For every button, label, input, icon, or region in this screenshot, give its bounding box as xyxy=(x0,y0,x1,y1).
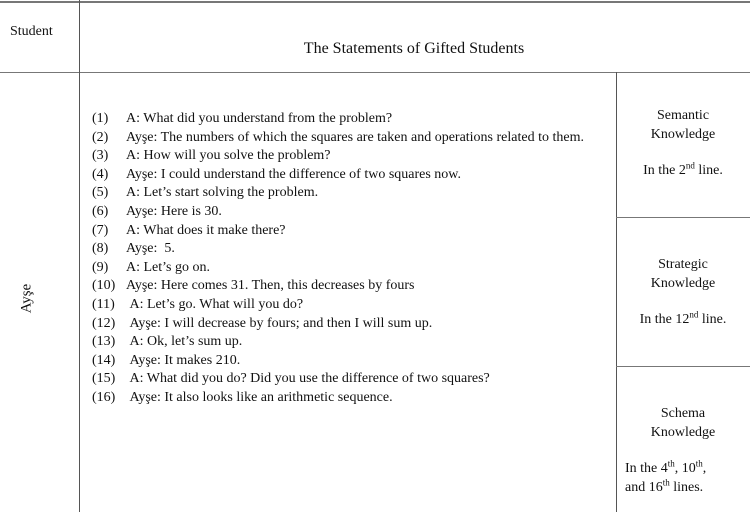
line-text: Ayşe: The numbers of which the squares are taken and operations related to them. xyxy=(126,129,584,145)
line-reference: In the 4th, 10th, and 16th lines. xyxy=(625,458,707,495)
line-number: (14) xyxy=(92,352,116,368)
line-text: Ayşe: It also looks like an arithmetic sequence. xyxy=(126,389,393,405)
dialogue-line xyxy=(92,222,594,241)
column-divider xyxy=(79,0,80,512)
category-row-divider xyxy=(616,217,750,218)
category-title: Knowledge xyxy=(650,126,716,142)
dialogue-line xyxy=(92,259,594,278)
line-text: A: Let’s go on. xyxy=(126,259,210,275)
line-number: (10) xyxy=(92,278,116,294)
dialogue-line xyxy=(92,110,594,129)
student-name: Ayşe xyxy=(18,283,35,314)
line-text: A: Ok, let’s sum up. xyxy=(126,334,243,350)
line-reference: In the 12nd line. xyxy=(639,309,727,327)
category-title: Strategic xyxy=(658,257,708,272)
category-row-divider xyxy=(616,366,750,367)
line-text: A: What does it make there? xyxy=(126,222,286,238)
dialogue-line xyxy=(92,277,594,296)
category-schema xyxy=(617,405,749,497)
category-title: Semantic xyxy=(656,108,710,123)
category-title: Knowledge xyxy=(650,275,716,291)
statements-column-header: The Statements of Gifted Students xyxy=(303,40,525,57)
line-number: (11) xyxy=(92,296,115,312)
dialogue-line xyxy=(92,315,594,334)
dialogue-line xyxy=(92,147,594,166)
line-number: (9) xyxy=(92,259,109,275)
line-number: (15) xyxy=(92,371,116,387)
line-text: Ayşe: 5. xyxy=(126,241,175,257)
line-text: Ayşe: I could understand the difference of two squares now. xyxy=(126,166,462,182)
header-divider xyxy=(0,72,750,73)
line-number: (8) xyxy=(92,241,109,257)
line-number: (6) xyxy=(92,203,109,219)
line-reference: In the 2nd line. xyxy=(643,160,723,178)
line-text: A: What did you understand from the problem? xyxy=(126,111,393,126)
line-number: (7) xyxy=(92,222,109,238)
line-text: Ayşe: Here is 30. xyxy=(126,203,222,219)
dialogue-line xyxy=(92,129,594,148)
dialogue-line xyxy=(92,240,594,259)
line-text: Ayşe: It makes 210. xyxy=(126,352,241,368)
dialogue-line xyxy=(92,184,594,203)
dialogue-line xyxy=(92,352,594,371)
line-text: Ayşe: I will decrease by fours; and then I will sum up. xyxy=(126,315,433,331)
category-semantic xyxy=(617,107,749,181)
line-number: (3) xyxy=(92,148,109,164)
dialogue-line xyxy=(92,296,594,315)
category-title: Schema xyxy=(660,406,706,421)
line-text: A: Let’s go. What will you do? xyxy=(126,296,304,312)
line-text: A: What did you do? Did you use the difference of two squares? xyxy=(126,371,490,387)
category-strategic xyxy=(617,256,749,330)
line-number: (1) xyxy=(92,111,109,126)
dialogue-line xyxy=(92,203,594,222)
student-column-header: Student xyxy=(10,24,53,39)
line-text: Ayşe: Here comes 31. Then, this decreases by fours xyxy=(126,278,415,294)
dialogue-line xyxy=(92,389,594,408)
dialogue-line xyxy=(92,333,594,352)
line-number: (16) xyxy=(92,389,116,405)
dialogue-line xyxy=(92,370,594,389)
category-title: Knowledge xyxy=(650,424,716,440)
line-number: (13) xyxy=(92,334,116,350)
line-number: (12) xyxy=(92,315,116,331)
line-text: A: How will you solve the problem? xyxy=(126,148,331,164)
line-number: (4) xyxy=(92,166,109,182)
top-border xyxy=(0,1,750,3)
line-number: (2) xyxy=(92,129,109,145)
dialogue-line xyxy=(92,166,594,185)
dialogue-lines xyxy=(92,110,594,408)
line-number: (5) xyxy=(92,185,109,201)
line-text: A: Let’s start solving the problem. xyxy=(126,185,319,201)
